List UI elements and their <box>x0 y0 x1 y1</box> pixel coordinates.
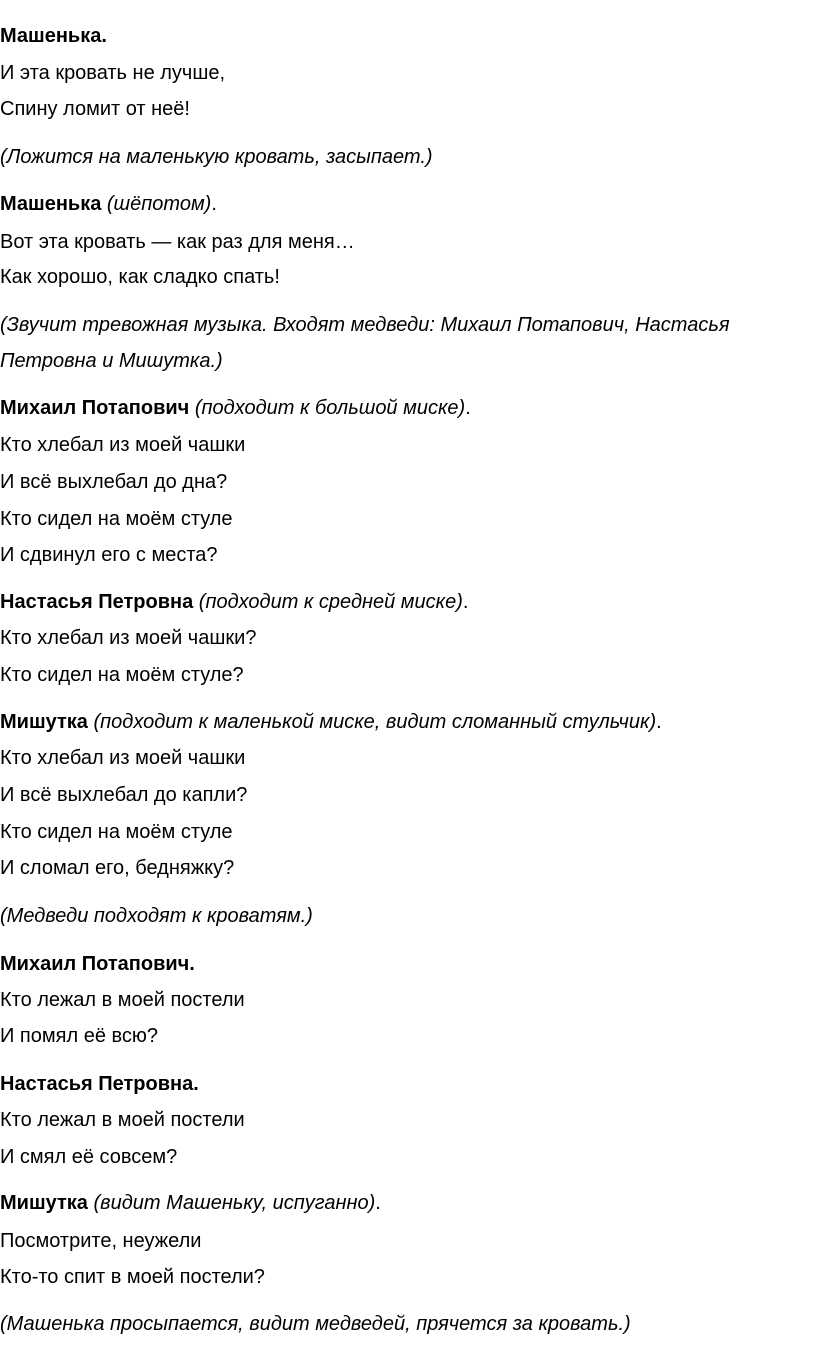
speaker-direction: (подходит к маленькой миске, видит сломанный стульчик) <box>93 711 657 733</box>
verse-line: Кто лежал в моей постели <box>0 1109 245 1131</box>
speaker-end: . <box>462 591 469 613</box>
stage-direction: (Медведи подходят к кроватям.) <box>0 905 313 927</box>
speaker-name: Машенька <box>0 193 102 215</box>
speaker-line <box>0 590 468 614</box>
verse-line: Кто хлебал из моей чашки <box>0 747 246 769</box>
speaker-end: . <box>656 711 662 733</box>
verse-line: И эта кровать не лучше, <box>0 62 226 84</box>
speaker-name: Мишутка <box>0 1192 88 1214</box>
speaker-mikhail-potapovich: Михаил Потапович. <box>0 953 195 975</box>
verse-line: Вот эта кровать — как раз для меня… <box>0 231 355 253</box>
verse-line: И сломал его, бедняжку? <box>0 857 235 879</box>
speaker-line <box>0 1191 381 1215</box>
verse-line: И всё выхлебал до капли? <box>0 784 248 806</box>
speaker-nastasya-petrovna: Настасья Петровна. <box>0 1073 199 1095</box>
stage-direction: (Ложится на маленькую кровать, засыпает.) <box>0 146 433 168</box>
stage-direction: (Звучит тревожная музыка. Входят медведи: Михаил Потапович, Настасья <box>0 314 730 336</box>
speaker-direction: (подходит к большой миске) <box>194 397 466 419</box>
speaker-end: . <box>465 397 471 419</box>
verse-line: Как хорошо, как сладко спать! <box>0 266 280 288</box>
speaker-end: . <box>211 193 217 215</box>
speaker-line <box>0 710 662 734</box>
speaker-name: Михаил Потапович <box>0 397 190 419</box>
verse-line: Кто сидел на моём стуле <box>0 508 233 530</box>
verse-line: Кто сидел на моём стуле <box>0 821 233 843</box>
speaker-line <box>0 396 471 420</box>
speaker-direction: (шёпотом) <box>106 193 212 215</box>
speaker-name: Настасья Петровна <box>0 591 194 613</box>
speaker-mashenka: Машенька. <box>0 25 107 47</box>
speaker-line <box>0 192 217 216</box>
stage-direction: (Машенька просыпается, видит медведей, прячется за кровать.) <box>0 1313 631 1335</box>
verse-line: Спину ломит от неё! <box>0 98 190 120</box>
speaker-direction: (подходит к средней миске) <box>198 591 463 613</box>
verse-line: Кто сидел на моём стуле? <box>0 664 244 686</box>
verse-line: Кто хлебал из моей чашки <box>0 434 246 456</box>
speaker-name: Мишутка <box>0 711 88 733</box>
verse-line: Кто-то спит в моей постели? <box>0 1266 265 1288</box>
verse-line: Посмотрите, неужели <box>0 1230 202 1252</box>
stage-direction: Петровна и Мишутка.) <box>0 350 223 372</box>
verse-line: И сдвинул его с места? <box>0 544 218 566</box>
verse-line: Кто лежал в моей постели <box>0 989 245 1011</box>
speaker-direction: (видит Машеньку, испуганно) <box>93 1192 376 1214</box>
speaker-end: . <box>375 1192 381 1214</box>
verse-line: И смял её совсем? <box>0 1146 178 1168</box>
verse-line: И помял её всю? <box>0 1025 159 1047</box>
verse-line: Кто хлебал из моей чашки? <box>0 627 257 649</box>
verse-line: И всё выхлебал до дна? <box>0 471 228 493</box>
